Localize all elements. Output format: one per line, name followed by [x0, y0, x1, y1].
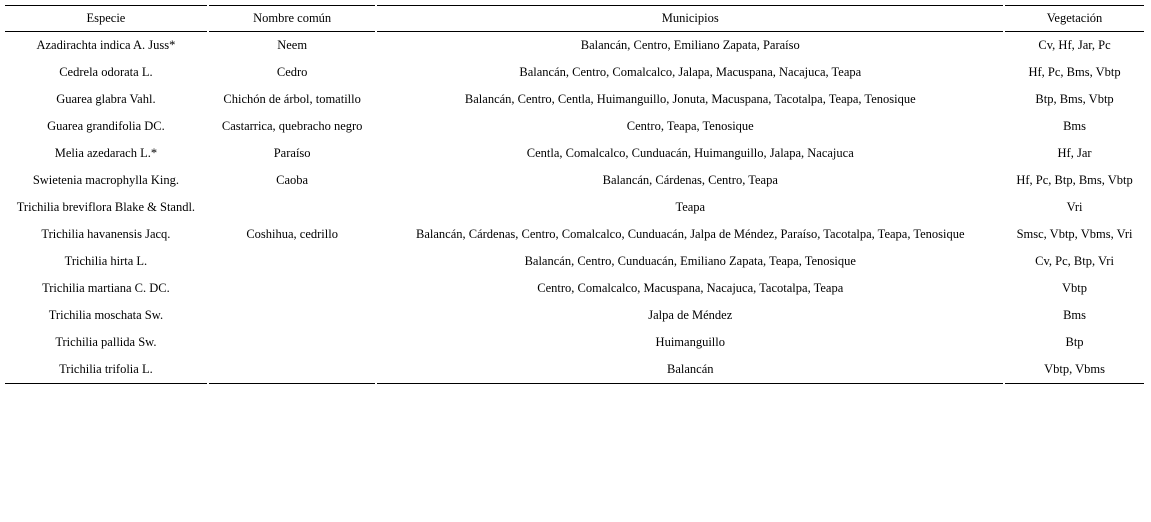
cell-municipios: Balancán, Cárdenas, Centro, Comalcalco, Cunduacán, Jalpa de Méndez, Paraíso, Tacotalpa, Teapa, Tenosique [415, 227, 965, 241]
cell-especie: Cedrela odorata L. [59, 65, 153, 79]
cell-nombre-comun: Cedro [276, 65, 308, 79]
table-row [5, 329, 1144, 356]
cell-municipios: Jalpa de Méndez [648, 308, 733, 322]
cell-municipios: Balancán [377, 356, 1003, 384]
cell-vegetacion: Hf, Jar [1057, 146, 1092, 160]
cell-municipios: Teapa [675, 200, 706, 214]
cell-especie: Trichilia martiana C. DC. [42, 281, 170, 295]
header-municipios: Municipios [377, 5, 1003, 32]
cell-nombre-comun: Castarrica, quebracho negro [221, 119, 363, 133]
cell-especie: Swietenia macrophylla King. [32, 173, 179, 187]
table-row [5, 194, 1144, 221]
cell-vegetacion: Cv, Hf, Jar, Pc [1038, 38, 1111, 52]
cell-vegetacion: Vbtp [1062, 281, 1088, 295]
cell-nombre-comun: Caoba [276, 173, 309, 187]
cell-nombre-comun [209, 329, 376, 356]
cell-especie: Azadirachta indica A. Juss* [36, 38, 176, 52]
cell-especie: Trichilia trifolia L. [5, 356, 207, 384]
cell-nombre-comun: Chichón de árbol, tomatillo [223, 92, 361, 106]
header-especie: Especie [5, 5, 207, 32]
table-row [5, 275, 1144, 302]
cell-vegetacion: Hf, Pc, Btp, Bms, Vbtp [1016, 173, 1133, 187]
species-table [3, 5, 1146, 384]
cell-municipios: Balancán, Centro, Emiliano Zapata, Paraíso [580, 38, 800, 52]
cell-municipios: Centla, Comalcalco, Cunduacán, Huimanguillo, Jalapa, Nacajuca [526, 146, 854, 160]
header-vegetacion: Vegetación [1005, 5, 1144, 32]
cell-vegetacion: Btp, Bms, Vbtp [1035, 92, 1114, 106]
cell-especie: Trichilia pallida Sw. [55, 335, 157, 349]
cell-vegetacion: Hf, Pc, Bms, Vbtp [1028, 65, 1121, 79]
cell-especie: Melia azedarach L.* [54, 146, 158, 160]
cell-municipios: Balancán, Centro, Comalcalco, Jalapa, Macuspana, Nacajuca, Teapa [519, 65, 862, 79]
cell-vegetacion: Bms [1063, 308, 1086, 322]
header-nombre-comun: Nombre común [209, 5, 376, 32]
table-row [5, 32, 1144, 59]
cell-nombre-comun [209, 356, 376, 384]
table-row [5, 248, 1144, 275]
table-header [5, 5, 1144, 32]
cell-vegetacion: Cv, Pc, Btp, Vri [1035, 254, 1114, 268]
cell-especie: Trichilia moschata Sw. [48, 308, 164, 322]
cell-especie: Trichilia havanensis Jacq. [41, 227, 171, 241]
table-row [5, 356, 1144, 384]
table-row [5, 167, 1144, 194]
cell-vegetacion: Btp [1065, 335, 1084, 349]
cell-nombre-comun [209, 275, 376, 302]
table-row [5, 302, 1144, 329]
cell-vegetacion: Vri [1066, 200, 1083, 214]
cell-municipios: Centro, Comalcalco, Macuspana, Nacajuca, Tacotalpa, Teapa [537, 281, 844, 295]
cell-vegetacion: Vbtp, Vbms [1005, 356, 1144, 384]
table-row [5, 86, 1144, 113]
cell-municipios: Centro, Teapa, Tenosique [626, 119, 754, 133]
cell-especie: Guarea grandifolia DC. [47, 119, 165, 133]
cell-nombre-comun: Neem [277, 38, 308, 52]
table-row [5, 140, 1144, 167]
cell-nombre-comun [209, 302, 376, 329]
cell-municipios: Balancán, Centro, Centla, Huimanguillo, Jonuta, Macuspana, Tacotalpa, Teapa, Tenosique [464, 92, 916, 106]
table-row [5, 59, 1144, 86]
cell-especie: Guarea glabra Vahl. [56, 92, 156, 106]
table-row [5, 113, 1144, 140]
species-table-container [5, 5, 1146, 384]
cell-municipios: Balancán, Centro, Cunduacán, Emiliano Zapata, Teapa, Tenosique [524, 254, 856, 268]
cell-nombre-comun: Paraíso [273, 146, 311, 160]
table-body [5, 32, 1144, 384]
table-row [5, 221, 1144, 248]
header-row [5, 5, 1144, 32]
cell-nombre-comun [209, 248, 376, 275]
cell-especie: Trichilia hirta L. [64, 254, 148, 268]
cell-especie: Trichilia breviflora Blake & Standl. [16, 200, 196, 214]
cell-vegetacion: Smsc, Vbtp, Vbms, Vri [1016, 227, 1133, 241]
cell-nombre-comun: Coshihua, cedrillo [246, 227, 338, 241]
cell-municipios: Huimanguillo [655, 335, 725, 349]
cell-nombre-comun [209, 194, 376, 221]
cell-vegetacion: Bms [1063, 119, 1086, 133]
cell-municipios: Balancán, Cárdenas, Centro, Teapa [602, 173, 778, 187]
